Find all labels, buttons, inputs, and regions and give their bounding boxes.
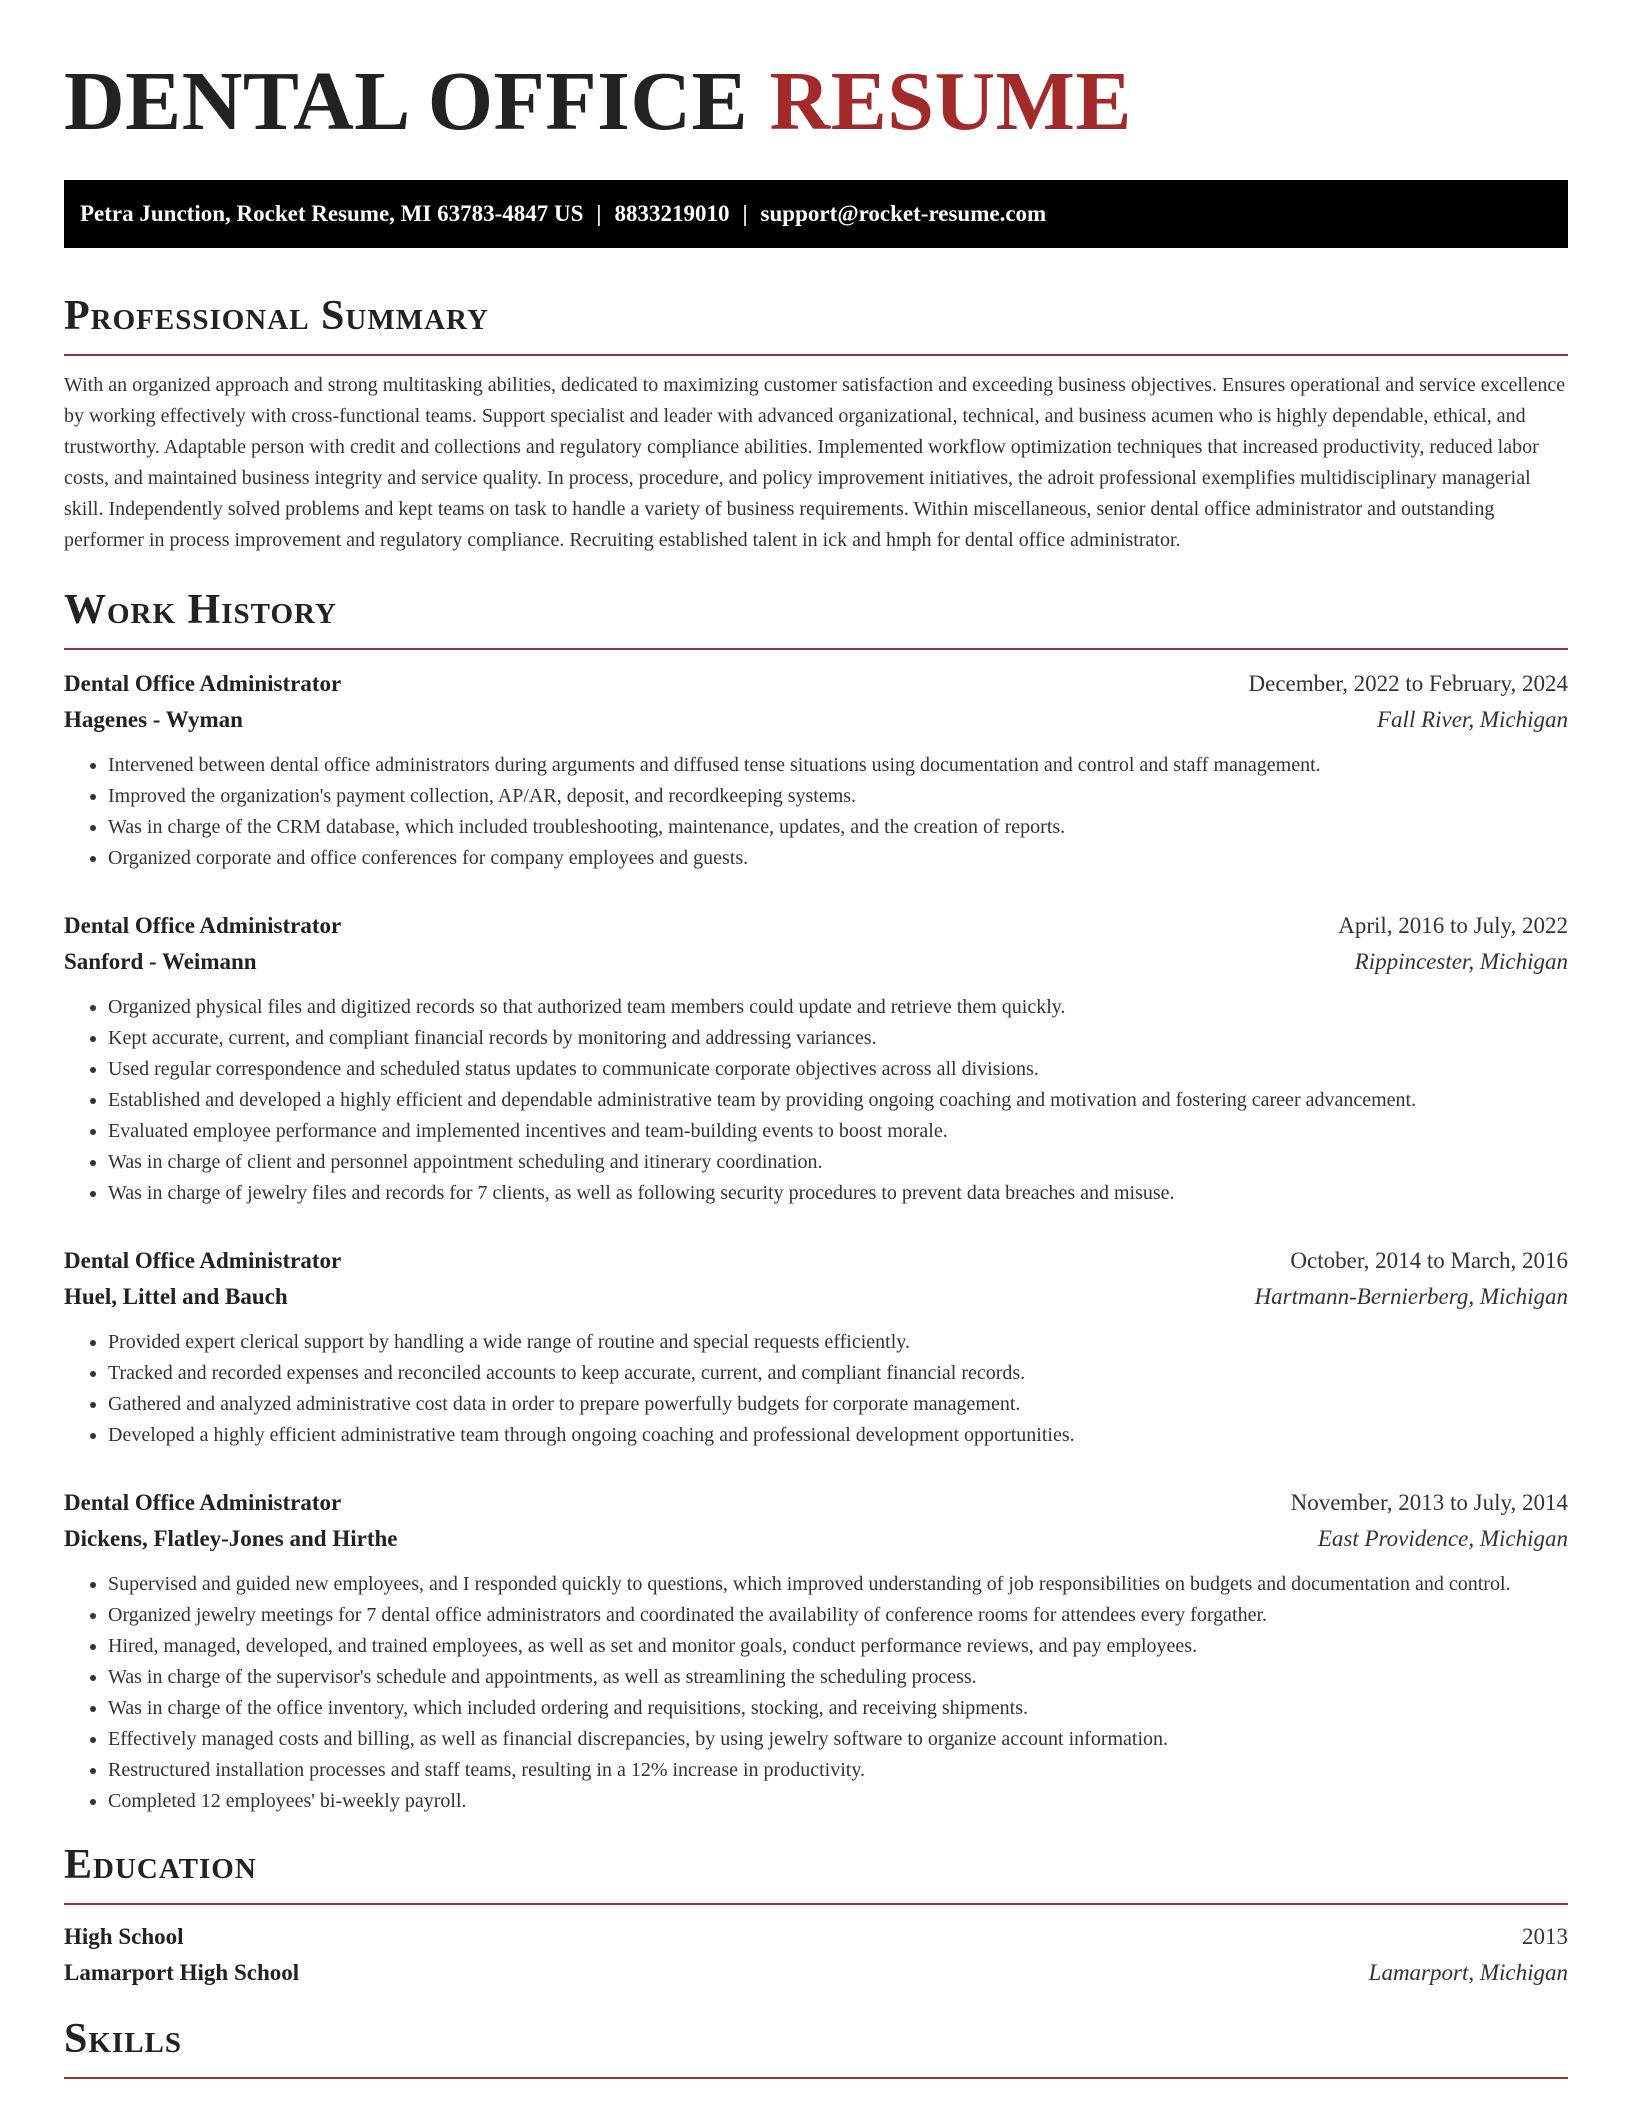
professional-summary-section: [64, 290, 1568, 556]
contact-separator: |: [596, 201, 602, 226]
job-bullet: • Was in charge of the office inventory, which included ordering and requisitions, stocking, and receiving shipments.: [108, 1693, 1568, 1724]
job-bullet: • Was in charge of the CRM database, which included troubleshooting, maintenance, updates, and the creation of reports.: [108, 812, 1568, 843]
job-bullet: • Developed a highly efficient administrative team through ongoing coaching and professional development opportunities.: [108, 1420, 1568, 1451]
education-header: [64, 1919, 1568, 1955]
job-subheader: [64, 702, 1568, 738]
work-history-section: [64, 584, 1568, 1817]
job-company: Dickens, Flatley-Jones and Hirthe: [64, 1526, 398, 1551]
job-bullet: • Effectively managed costs and billing, as well as financial discrepancies, by using jewelry software to organize account information.: [108, 1724, 1568, 1755]
job-bullet: • Completed 12 employees' bi-weekly payroll.: [108, 1786, 1568, 1817]
job-location: Rippincester, Michigan: [1354, 949, 1568, 974]
job-bullet: • Organized physical files and digitized records so that authorized team members could update and retrieve them quickly.: [108, 992, 1568, 1023]
job-bullet: • Was in charge of jewelry files and records for 7 clients, as well as following security procedures to prevent data breaches and misuse.: [108, 1178, 1568, 1209]
job-bullet: • Intervened between dental office administrators during arguments and diffused tense situations using documentation and control and staff management.: [108, 750, 1568, 781]
job-bullet: • Evaluated employee performance and implemented incentives and team-building events to boost morale.: [108, 1116, 1568, 1147]
job-header: [64, 1485, 1568, 1521]
job-header: [64, 908, 1568, 944]
job-bullet: • Supervised and guided new employees, and I responded quickly to questions, which improved understanding of job responsibilities on budgets and documentation and control.: [108, 1569, 1568, 1600]
skills-section: [64, 2013, 1568, 2079]
contact-email[interactable]: support@rocket-resume.com: [760, 201, 1047, 226]
contact-bar: [64, 180, 1568, 248]
education-degree: High School: [64, 1924, 184, 1949]
section-heading-education: Education: [64, 1839, 1568, 1905]
job-dates: October, 2014 to March, 2016: [1290, 1248, 1568, 1273]
job-entry: [64, 908, 1568, 1209]
education-school: Lamarport High School: [64, 1960, 300, 1985]
title-resume: RESUME: [769, 55, 1132, 148]
job-location: Hartmann-Bernierberg, Michigan: [1254, 1284, 1568, 1309]
job-title: Dental Office Administrator: [64, 671, 342, 696]
job-entry: [64, 1485, 1568, 1817]
job-dates: December, 2022 to February, 2024: [1248, 671, 1568, 696]
job-bullet: • Established and developed a highly efficient and dependable administrative team by providing ongoing coaching and motivation and fostering career advancement.: [108, 1085, 1568, 1116]
job-location: East Providence, Michigan: [1317, 1526, 1568, 1551]
job-header: [64, 666, 1568, 702]
job-location: Fall River, Michigan: [1377, 707, 1568, 732]
job-bullets: [64, 1327, 1568, 1451]
job-bullet: • Restructured installation processes and staff teams, resulting in a 12% increase in productivity.: [108, 1755, 1568, 1786]
job-bullet: • Organized jewelry meetings for 7 dental office administrators and coordinated the availability of conference rooms for attendees every forgather.: [108, 1600, 1568, 1631]
job-bullet: • Gathered and analyzed administrative cost data in order to prepare powerfully budgets for corporate management.: [108, 1389, 1568, 1420]
section-heading-skills: Skills: [64, 2013, 1568, 2079]
job-dates: November, 2013 to July, 2014: [1290, 1490, 1568, 1515]
job-bullet: • Tracked and recorded expenses and reconciled accounts to keep accurate, current, and compliant financial records.: [108, 1358, 1568, 1389]
job-subheader: [64, 1521, 1568, 1557]
education-location: Lamarport, Michigan: [1368, 1960, 1568, 1985]
job-company: Sanford - Weimann: [64, 949, 257, 974]
job-company: Huel, Littel and Bauch: [64, 1284, 288, 1309]
job-header: [64, 1243, 1568, 1279]
job-bullet: • Organized corporate and office conferences for company employees and guests.: [108, 843, 1568, 874]
section-heading-work-history: Work History: [64, 584, 1568, 650]
job-bullet: • Was in charge of client and personnel appointment scheduling and itinerary coordination.: [108, 1147, 1568, 1178]
job-bullet: • Used regular correspondence and scheduled status updates to communicate corporate objectives across all divisions.: [108, 1054, 1568, 1085]
job-bullet: • Kept accurate, current, and compliant financial records by monitoring and addressing variances.: [108, 1023, 1568, 1054]
job-bullet: • Was in charge of the supervisor's schedule and appointments, as well as streamlining the scheduling process.: [108, 1662, 1568, 1693]
job-title: Dental Office Administrator: [64, 913, 342, 938]
contact-address: Petra Junction, Rocket Resume, MI 63783-4847 US: [80, 201, 584, 226]
job-subheader: [64, 1279, 1568, 1315]
title-dental-office: DENTAL OFFICE: [64, 55, 749, 148]
education-entry: [64, 1919, 1568, 1991]
job-title: Dental Office Administrator: [64, 1248, 342, 1273]
resume-title: [64, 0, 1568, 148]
job-entry: [64, 666, 1568, 874]
education-section: [64, 1839, 1568, 1991]
section-heading-summary: Professional Summary: [64, 290, 1568, 356]
summary-text: With an organized approach and strong multitasking abilities, dedicated to maximizing customer satisfaction and exceeding business objectives. Ensures operational and service excellence by working effectively with cross-functional teams. Support specialist and leader with advanced organizational, technical, and business acumen who is highly dependable, ethical, and trustworthy. Adaptable person with credit and collections and regulatory compliance abilities. Implemented workflow optimization techniques that increased productivity, reduced labor costs, and maintained business integrity and service quality. In process, procedure, and policy improvement initiatives, the adroit professional exemplifies multidisciplinary managerial skill. Independently solved problems and kept teams on task to handle a variety of business requirements. Within miscellaneous, senior dental office administrator and outstanding performer in process improvement and regulatory compliance. Recruiting established talent in ick and hmph for dental office administrator.: [64, 374, 1566, 551]
job-bullets: [64, 992, 1568, 1209]
job-bullets: [64, 750, 1568, 874]
job-bullets: [64, 1569, 1568, 1817]
job-bullet: • Provided expert clerical support by handling a wide range of routine and special requests efficiently.: [108, 1327, 1568, 1358]
job-bullet: • Hired, managed, developed, and trained employees, as well as set and monitor goals, conduct performance reviews, and pay employees.: [108, 1631, 1568, 1662]
education-year: 2013: [1522, 1924, 1568, 1949]
job-company: Hagenes - Wyman: [64, 707, 243, 732]
contact-phone[interactable]: 8833219010: [614, 201, 730, 226]
job-dates: April, 2016 to July, 2022: [1338, 913, 1568, 938]
job-bullet: • Improved the organization's payment collection, AP/AR, deposit, and recordkeeping systems.: [108, 781, 1568, 812]
job-entry: [64, 1243, 1568, 1451]
contact-separator: |: [742, 201, 748, 226]
job-title: Dental Office Administrator: [64, 1490, 342, 1515]
education-subheader: [64, 1955, 1568, 1991]
job-subheader: [64, 944, 1568, 980]
